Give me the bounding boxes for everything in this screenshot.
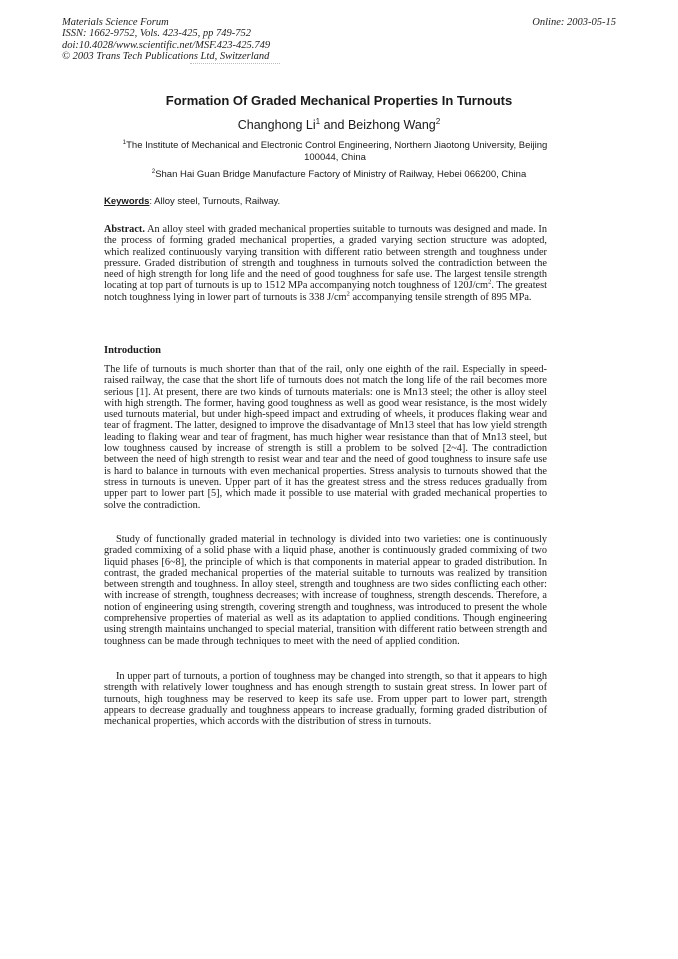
abstract-label: Abstract.	[104, 224, 145, 235]
affiliation-text: The Institute of Mechanical and Electronic Control Engineering, Northern Jiaotong University, Beijing 100044, China	[126, 140, 548, 163]
abstract-paragraph	[104, 224, 547, 303]
keywords-colon: :	[149, 196, 153, 207]
body-paragraph: Study of functionally graded material in technology is divided into two varieties: one is continuously graded commixing of a solid phase with a liquid phase, another is continuously graded commixing of two liquid phases [6~8], the principle of which is that components in material appear to graded distribution. In contrast, the graded mechanical properties of the material suitable to turnouts was realized by transition between strength and toughness. In alloy steel, strength and toughness are two sides conflicting each other: with increase of strength, toughness decreases; with increase of toughness, strength descends. Therefore, a notion of engineering using strength, covering strength and toughness, was introduced to present the whole comprehensive properties of material as well as its adaptation to applied conditions. Though engineering using strength maintains unchanged to special material, transition with different ratio between strength and toughness can be made through techniques to meet with the need of applied condition.	[104, 534, 547, 647]
unit-superscript: 2	[488, 279, 492, 287]
affiliation-text: Shan Hai Guan Bridge Manufacture Factory of Ministry of Railway, Hebei 066200, China	[155, 169, 527, 180]
copyright-line: © 2003 Trans Tech Publications Ltd, Switzerland	[62, 51, 270, 63]
affiliation-marker: 1	[315, 116, 321, 126]
issn-line: ISSN: 1662-9752, Vols. 423-425, pp 749-752	[62, 28, 251, 40]
author-name: Beizhong Wang	[347, 118, 436, 132]
online-date: Online: 2003-05-15	[532, 17, 616, 28]
keywords-label: Keywords	[104, 196, 150, 207]
doi-line: doi:10.4028/www.scientific.net/MSF.423-425.749	[62, 39, 271, 51]
publication-header	[62, 17, 270, 63]
abstract-text: accompanying tensile strength of 895 MPa.	[349, 291, 532, 303]
author-separator: and	[320, 118, 348, 132]
abstract-text: An alloy steel with graded mechanical properties suitable to turnouts was designed and made. In the process of forming graded mechanical properties, a graded varying section structure was adopted, which realized continuously varying transition with different ratio between strength and toughness under pressure. Graded distribution of strength and toughness in turnouts solved the contradiction between the need of high strength for long life and the need of good toughness for safe use. The largest tensile strength locating at top part of turnouts is up to 1512 MPa accompanying notch toughness of 120J/cm	[104, 224, 547, 292]
section-heading: Introduction	[104, 345, 161, 356]
unit-superscript: 2	[346, 290, 350, 298]
affiliation-marker: 2	[151, 167, 156, 175]
keywords-line	[104, 196, 280, 207]
body-paragraph: In upper part of turnouts, a portion of toughness may be changed into strength, so that it appears to high strength with relatively lower toughness and has enough strength to sustain great stress. In lower part of turnouts, high toughness may be reserved to keep its safe use. From upper part to lower part, strength appears to decrease gradually and toughness appears to increase gradually, forming graded distribution of mechanical properties, which accords with the distribution of stress in turnouts.	[104, 671, 547, 728]
affiliation-2	[0, 169, 678, 180]
journal-name: Materials Science Forum	[62, 17, 169, 28]
author-name: Changhong Li	[237, 118, 316, 132]
abstract-text: . The greatest notch toughness lying in lower part of turnouts is 338 J/cm	[104, 280, 547, 303]
affiliation-marker: 1	[122, 138, 127, 146]
header-divider	[190, 63, 280, 64]
affiliation-marker: 2	[435, 116, 441, 126]
keywords-text: Alloy steel, Turnouts, Railway.	[152, 196, 281, 207]
paper-title: Formation Of Graded Mechanical Properties In Turnouts	[165, 93, 513, 108]
body-paragraph: The life of turnouts is much shorter than that of the rail, only one eighth of the rail. Especially in speed-raised railway, the case that the short life of turnouts does not match the long life of the rail becomes more serious [1]. At present, there are two kinds of turnouts materials: one is Mn13 steel; the other is alloy steel with high strength. The former, having good toughness as well as good wear resistance, is the most widely used turnouts material, but under high-speed impact and extruding of wheels, it produces flaking wear and tear of fragment. The latter, designed to improve the disadvantage of Mn13 steel that has low yield strength leading to flaking wear and tear of fragment, has much higher wear resistance than that of Mn13 steel, but low toughness caused by increase of strength is still a problem to be solved [2~4]. The contradiction between the need of high strength to resist wear and tear and the need of good toughness to insure safe use is hard to balance in turnouts with even mechanical properties. Stress analysis to turnouts showed that the stress in turnouts is uneven. Upper part of it has the greatest stress and the stress reduces gradually from upper part to lower part [5], which made it possible to use material with graded mechanical properties to solve the contradiction.	[104, 364, 547, 511]
affiliation-1	[110, 140, 560, 164]
author-list	[0, 118, 678, 132]
